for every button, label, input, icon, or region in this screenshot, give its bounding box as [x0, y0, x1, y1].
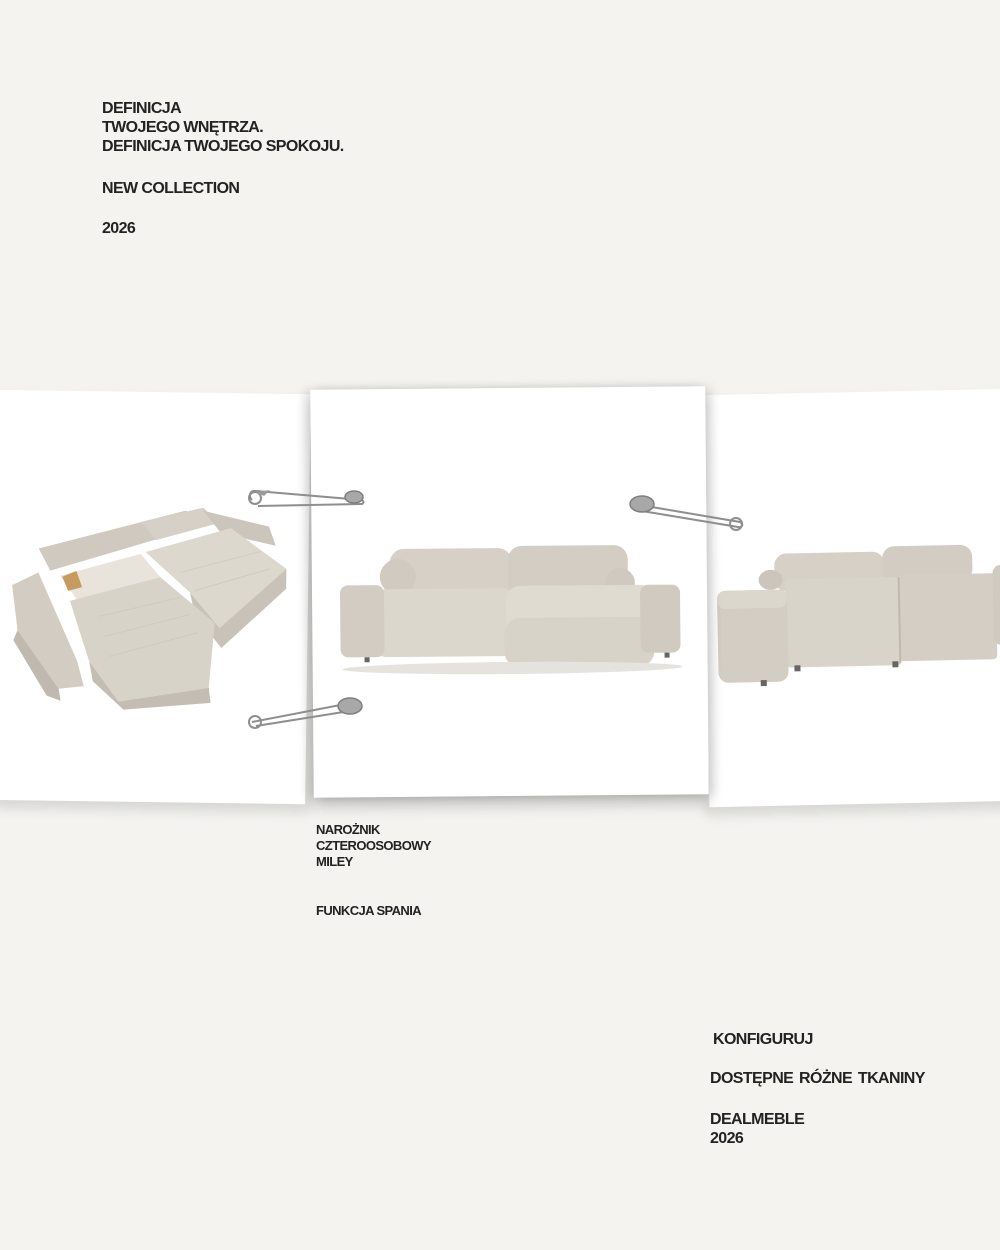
- product-feature: FUNKCJA SPANIA: [316, 903, 421, 918]
- sofa-front-view-image: [310, 386, 709, 797]
- brand-year: 2026: [710, 1130, 744, 1147]
- product-name-line-3: MILEY: [316, 854, 353, 869]
- safety-pin-icon: [624, 494, 748, 534]
- product-photo-card-back[interactable]: [701, 389, 1000, 807]
- product-photo-card-storage[interactable]: [0, 390, 311, 804]
- product-photo-card-main[interactable]: [310, 386, 709, 797]
- sofa-back-view-image: [701, 389, 1000, 807]
- collection-year: 2026: [102, 220, 136, 237]
- product-name: [316, 822, 431, 870]
- safety-pin-icon: [244, 486, 368, 514]
- headline-line-2: TWOJEGO WNĘTRZA.: [102, 119, 264, 136]
- product-name-line-1: NAROŻNIK: [316, 822, 380, 837]
- headline-line-1: DEFINICJA: [102, 100, 182, 117]
- safety-pin-icon: [244, 692, 368, 732]
- collection-label: NEW COLLECTION: [102, 180, 240, 197]
- headline-line-3: DEFINICJA TWOJEGO SPOKOJU.: [102, 138, 344, 155]
- fabrics-info: DOSTĘPNE RÓŻNE TKANINY: [710, 1070, 925, 1087]
- brand-name: DEALMEBLE: [710, 1111, 805, 1128]
- configure-link[interactable]: KONFIGURUJ: [713, 1031, 813, 1048]
- sofa-open-storage-image: [0, 390, 311, 804]
- product-name-line-2: CZTEROOSOBOWY: [316, 838, 431, 853]
- brand-block: [710, 1110, 804, 1148]
- headline: [102, 99, 344, 156]
